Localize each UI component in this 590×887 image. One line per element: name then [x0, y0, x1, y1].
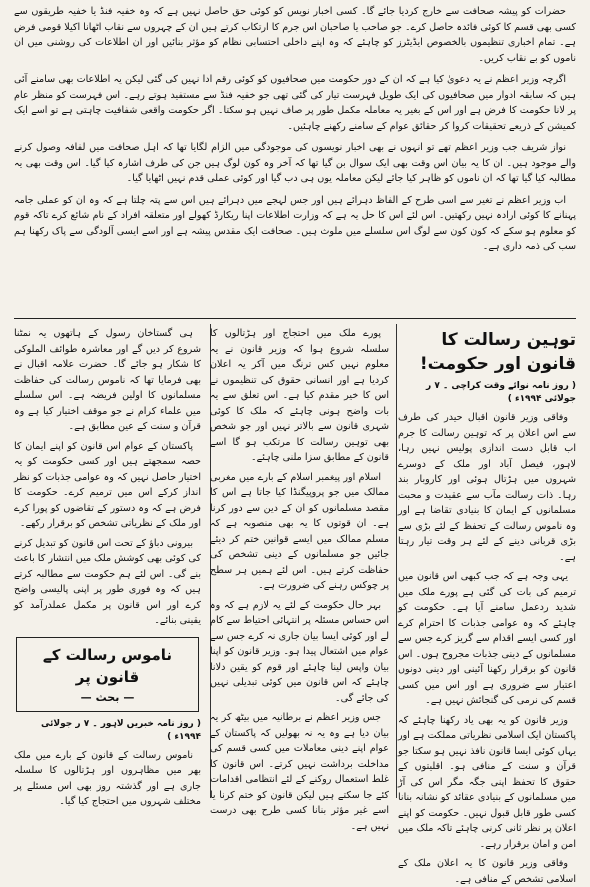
right-paragraph-1: وفاقی وزیر قانون اقبال حیدر کی طرف سے اس اعلان پر کہ توہین رسالت کا جرم اب قابل دست اندازی پولیس نہیں رہا، لاہور، فیصل آباد اور ملک کے دوسرے شہروں میں ہڑتال ہوئی اور کاروبار بند رہا۔ ذات رسالت مآب سے عقیدت و محبت مسلمانوں کے ایمان کا بنیادی تقاضا ہے اور وہ ناموس رسالت کے تحفظ کے لئے بڑی سے بڑی قربانی دینے کے لئے ہر وقت تیار رہتا ہے۔	[398, 412, 576, 563]
article-title-box	[16, 637, 199, 712]
top-paragraph-2: اگرچہ وزیر اعظم نے یہ دعویٰ کیا ہے کہ ان کے دور حکومت میں صحافیوں کو کوئی رقم ادا نہیں کی گئی لیکن یہ اطلاعات بھی سامنے آئی ہیں کہ سابقہ ادوار میں صحافیوں کی ایک طویل فہرست تیار کی گئی تھی جو خفیہ فنڈ سے مستفید ہوتے رہے۔ اس فہرست کو منظر عام پر لانا حکومت کا فرض ہے اور اس کے بغیر یہ معاملہ مکمل طور پر صاف نہیں ہو سکتا۔ اگر حکومت واقعی شفافیت چاہتی ہے تو اسے ایک کمیشن کے ذریعے تحقیقات کروا کر حقائق عوام کے سامنے رکھنے چاہئیں۔	[14, 74, 576, 132]
box-title: ناموس رسالت کے قانون پر	[42, 645, 173, 686]
right-paragraph-2: یہی وجہ ہے کہ جب کبھی اس قانون میں ترمیم کی بات کی گئی ہے پورے ملک میں شدید ردعمل سامنے آیا ہے۔ حکومت کو چاہئے کہ وہ عوامی جذبات کا احترام کرے اور کسی ایسے اقدام سے گریز کرے جس سے مسلمانوں کے دینی جذبات مجروح ہوں۔ اس قانون کو برقرار رکھنا آئینی اور دینی دونوں اعتبار سے ضروری ہے اور اس میں کسی قسم کی نرمی کی گنجائش نہیں ہے۔	[398, 571, 576, 706]
left-paragraph-2: پاکستان کے عوام اس قانون کو اپنے ایمان کا حصہ سمجھتے ہیں اور کسی حکومت کو یہ اختیار حاصل نہیں کہ وہ عوامی جذبات کو نظر انداز کرکے اس میں ترمیم کرے۔ حکومت کا فرض ہے کہ وہ دستور کے تقاضوں کو پورا کرے اور ملک کے نظریاتی تشخص کو برقرار رکھے۔	[14, 440, 201, 529]
top-article	[14, 4, 576, 261]
section-divider	[14, 318, 576, 319]
right-column	[398, 326, 576, 885]
left-dateline: ( روز نامہ خبریں لاہور ۔ ۷ ر جولائی ۱۹۹۴ء )	[40, 718, 201, 742]
left-paragraph-3: بیرونی دباؤ کے تحت اس قانون کو تبدیل کرنے کی کوئی بھی کوشش ملک میں انتشار کا باعث بنے گی۔ اس لئے ہم حکومت سے مطالبہ کرتے ہیں کہ وہ فوری طور پر اپنی پالیسی واضح کرے اور اس قانون پر مکمل عملدرآمد کو یقینی بنائے۔	[14, 537, 201, 626]
top-paragraph-4: اب وزیر اعظم نے تغیر سے اسی طرح کے الفاظ دہرائے ہیں اور جس لہجے میں دہرائے ہیں اس سے پتہ چلتا ہے کہ وہ ان کو عملی جامہ پہنانے کا کوئی ارادہ نہیں رکھتیں۔ اس لئے اس کا حل یہ ہے کہ وزارت اطلاعات اپنا ریکارڈ کھولے اور متعلقہ افراد کے نام شائع کرے تاکہ قوم کو معلوم ہو سکے کہ کون کون سے لوگ اس سلسلے میں ملوث ہیں۔ صحافت ایک مقدس پیشہ ہے اور اسے ایسی آلودگی سے پاک رکھنا ہم سب کی ذمہ داری ہے۔	[14, 194, 576, 252]
top-paragraph-3: نواز شریف جب وزیر اعظم تھے تو انہوں نے بھی اخبار نویسوں کی موجودگی میں الزام لگایا تھا کہ اہل صحافت میں لفافہ وصول کرنے والے موجود ہیں۔ ان کا یہ بیان اس وقت بھی ایک سوال بن گیا تھا کہ آخر وہ کون لوگ ہیں جن کی طرف اشارہ کیا گیا۔ اس وقت بھی یہ مطالبہ کیا گیا تھا کہ ان ناموں کو ظاہر کیا جائے لیکن معاملہ یوں ہی دب گیا اور کوئی عملی قدم نہیں اٹھایا گیا۔	[14, 142, 576, 184]
middle-paragraph-4: جس وزیر اعظم نے برطانیہ میں بیٹھ کر یہ بیان دیا ہے وہ یہ نہ بھولیں کہ پاکستان کے عوام اپنے دینی معاملات میں کسی قسم کی مداخلت برداشت نہیں کرتے۔ اس قانون کا غلط استعمال روکنے کے لئے انتظامی اقدامات کئے جا سکتے ہیں لیکن قانون کو ختم کرنا یا اسے غیر مؤثر بنانا کسی طرح بھی درست نہیں ہے۔	[210, 712, 389, 832]
left-paragraph-1: ہی گستاخان رسول کے ہاتھوں یہ نمٹنا شروع کر دیں گے اور معاشرہ طوائف الملوکی کا شکار ہو جائے گا۔ حضرت علامہ اقبال نے بھی فرمایا تھا کہ ناموس رسالت کی حفاظت مسلمانوں کا اولین فریضہ ہے۔ اس سلسلے میں علماء کرام نے جو موقف اختیار کیا ہے وہ قرآن و سنت کے عین مطابق ہے۔	[14, 328, 201, 432]
top-paragraph-1: حضرات کو پیشہ صحافت سے خارج کردیا جائے گا۔ کسی اخبار نویس کو کوئی حق حاصل نہیں ہے کہ وہ خفیہ فنڈ یا خفیہ طریقوں سے کسی بھی قسم کا کوئی فائدہ حاصل کرے۔ جو صاحب یا صاحبان اس جرم کا ارتکاب کرتے ہیں ان کے چہروں سے نقاب اٹھانا اکیلا قومی فرض ہے۔ تمام اخباری تنظیموں بالخصوص ایڈیٹرز کو چاہئے کہ وہ اپنے داخلی احتسابی نظام کو مؤثر بنائیں اور ان اطلاعات کی روشنی میں ان ناموں کو بے نقاب کریں۔	[14, 6, 576, 64]
left-column	[14, 326, 201, 807]
left-paragraph-after-box: ناموس رسالت کے قانون کے بارے میں ملک بھر میں مظاہروں اور ہڑتالوں کا سلسلہ جاری ہے اور گذشتہ روز بھی اس مسئلے پر مختلف شہروں میں احتجاج کیا گیا۔	[14, 749, 201, 807]
article-headline: توہین رسالت کا قانون اور حکومت!	[419, 330, 576, 374]
middle-column	[210, 326, 389, 832]
right-paragraph-4: وفاقی وزیر قانون کا یہ اعلان ملک کے اسلامی تشخص کے منافی ہے۔	[398, 858, 576, 885]
headline-row	[398, 326, 576, 380]
column-rule-right	[396, 324, 397, 798]
middle-paragraph-1: پورے ملک میں احتجاج اور ہڑتالوں کا سلسلہ شروع ہوا کہ وزیر قانون نے یہ معلوم نہیں کس ترنگ میں آکر یہ اعلان کردیا ہے اور انسانی حقوق کی تنظیموں نے اس کا خیر مقدم کیا ہے۔ اس تعلق سے یہ بات واضح ہونی چاہئے کہ ملک کا کوئی شہری قانون سے بالاتر نہیں اور جو شخص بھی توہین رسالت کا مرتکب ہو گا اسے قانون کے مطابق سزا ملنی چاہئے۔	[210, 328, 389, 463]
article-dateline: ( روز نامہ نوائے وقت کراچی ۔ ۷ ر جولائی ۱۹۹۴ء )	[426, 381, 576, 404]
right-paragraph-3: وزیر قانون کو یہ بھی یاد رکھنا چاہئے کہ پاکستان ایک اسلامی نظریاتی مملکت ہے اور یہاں کوئی ایسا قانون نافذ نہیں ہو سکتا جو قرآن و سنت کے منافی ہو۔ اقلیتوں کے حقوق کا تحفظ اپنی جگہ مگر اس کی آڑ میں مسلمانوں کے بنیادی عقائد کو نشانہ بنانا کسی طور قابل قبول نہیں۔ حکومت کو اپنے اعلان پر نظر ثانی کرنی چاہئے تاکہ ملک میں امن و امان برقرار رہے۔	[398, 714, 576, 850]
middle-paragraph-3: بہر حال حکومت کے لئے یہ لازم ہے کہ وہ اس حساس مسئلہ پر انتہائی احتیاط سے کام لے اور کوئی ایسا بیان جاری نہ کرے جس سے عوام میں اشتعال پیدا ہو۔ وزیر قانون کو اپنا بیان واپس لینا چاہئے اور قوم کو یقین دلانا چاہئے کہ اس قانون میں کوئی تبدیلی نہیں کی جائے گی۔	[210, 599, 389, 704]
middle-paragraph-2: اسلام اور پیغمبر اسلام کے بارے میں مغربی ممالک میں جو پروپیگنڈا کیا جاتا ہے اس کا مقصد مسلمانوں کو ان کے دین سے دور کرنا ہے۔ ان قوتوں کا یہ بھی منصوبہ ہے کہ مسلم ممالک میں ایسے قوانین ختم کر دیئے جائیں جو مسلمانوں کے دینی تشخص کی حفاظت کرتے ہیں۔ اس لئے ہمیں ہر سطح پر چوکس رہنے کی ضرورت ہے۔	[210, 471, 389, 591]
box-subtitle: — بحث —	[23, 690, 192, 706]
